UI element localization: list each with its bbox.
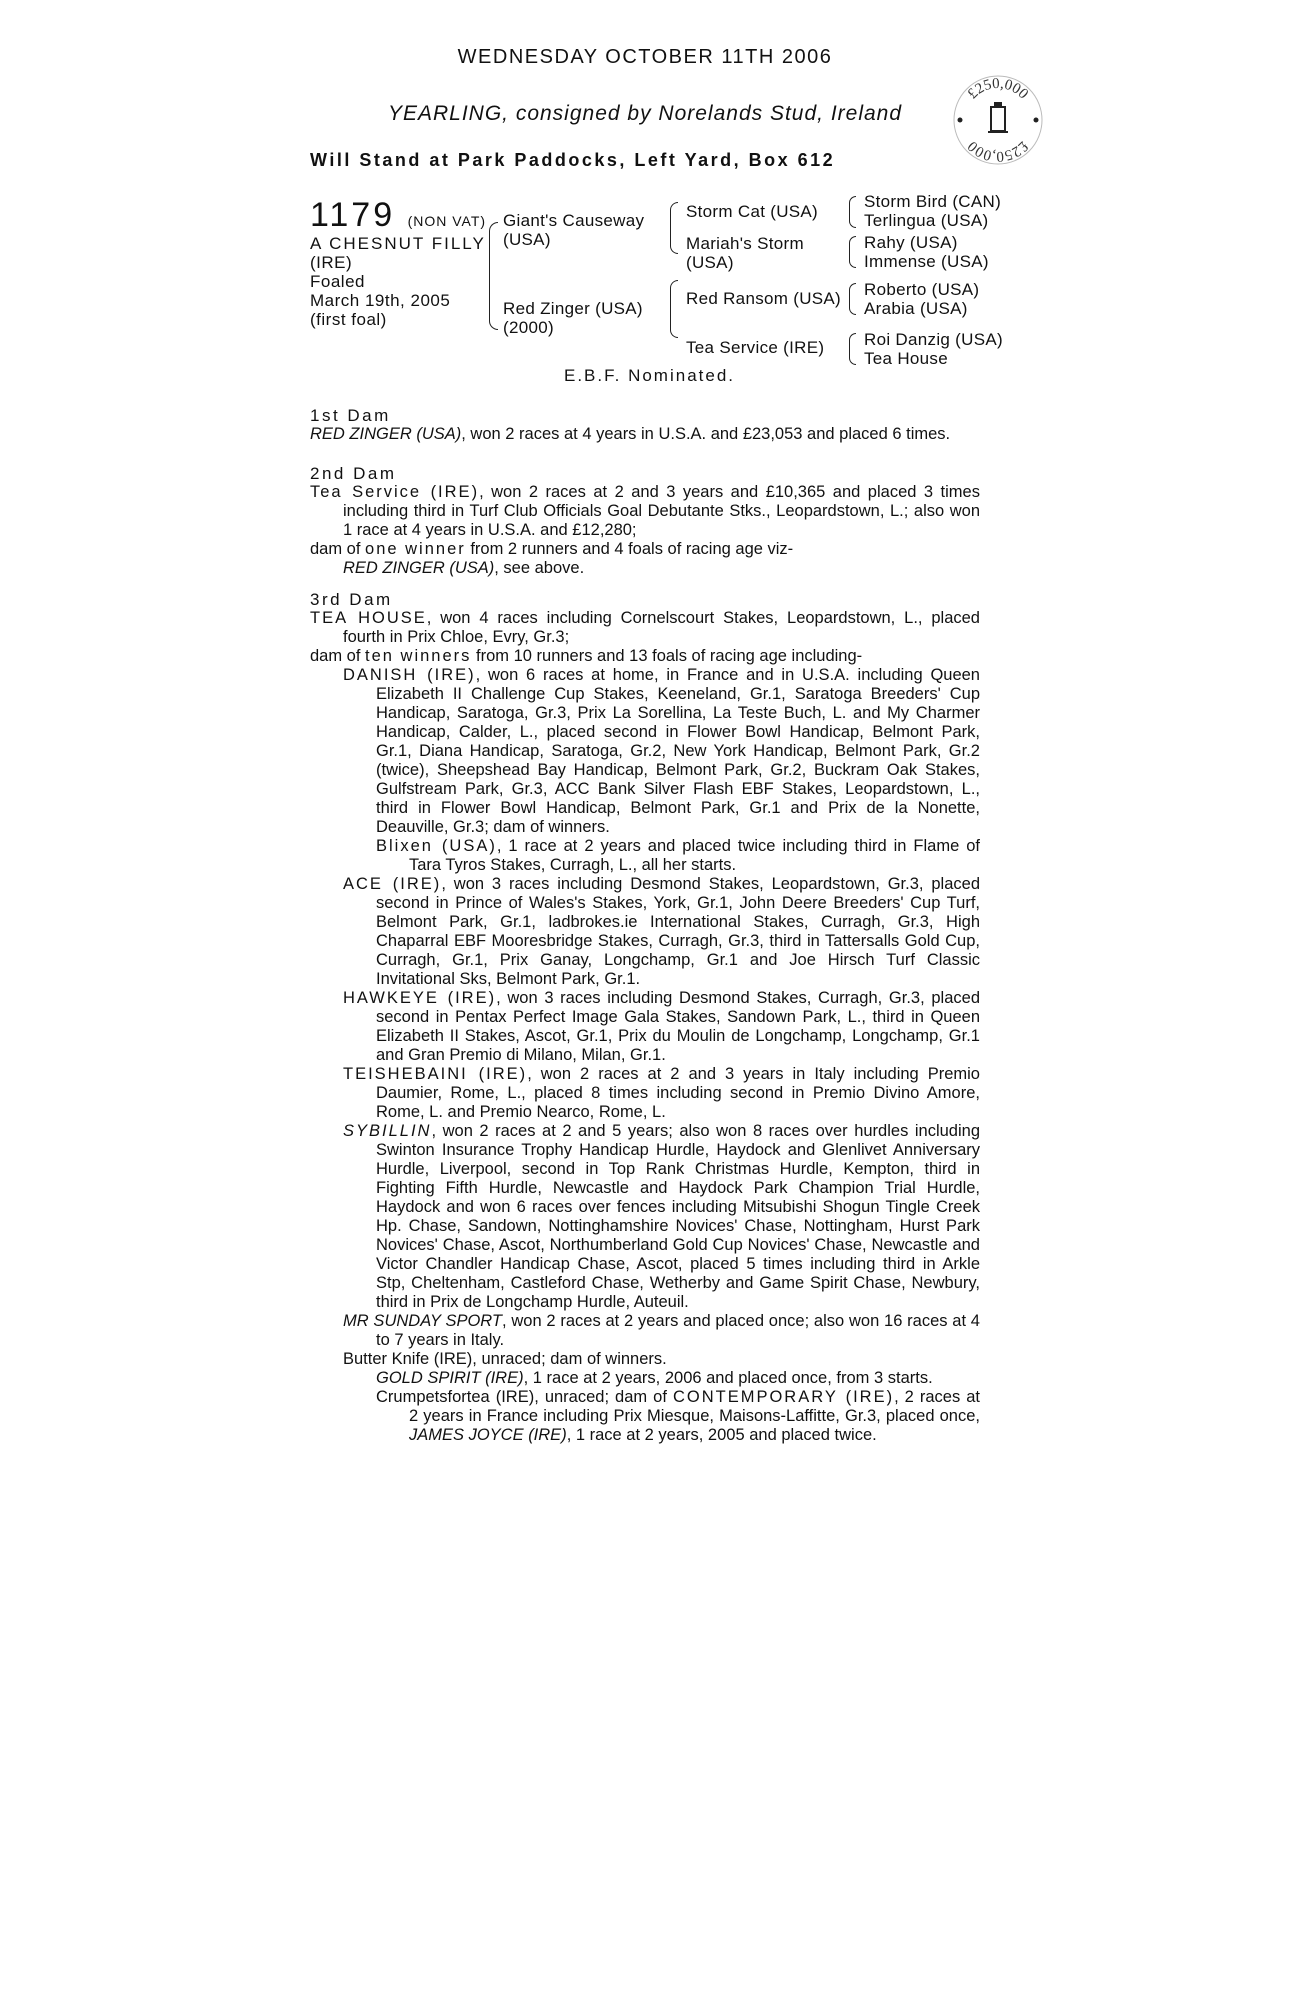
second-dam-record <box>310 483 980 540</box>
progeny-crumpetsfortea <box>310 1388 980 1445</box>
brace-dam <box>670 280 678 338</box>
progeny-gold-spirit <box>310 1369 980 1388</box>
sss-name: Storm Bird (CAN) <box>864 192 1002 211</box>
hawkeye-name: HAWKEYE (IRE) <box>343 989 497 1007</box>
ss-name: Storm Cat (USA) <box>686 202 819 221</box>
lot-number: 1179 <box>310 196 396 234</box>
second-dam-heading: 2nd Dam <box>310 464 397 483</box>
pedigree-sd <box>686 234 804 272</box>
sire-name: Giant's Causeway <box>503 211 645 230</box>
svg-text:£250,000 <box>965 138 1031 164</box>
first-dam-name: RED ZINGER (USA) <box>310 425 462 443</box>
ds-name: Red Ransom (USA) <box>686 289 842 308</box>
progeny-butter-knife: Butter Knife (IRE), unraced; dam of winners. <box>343 1350 667 1368</box>
brace-gen1 <box>489 222 498 330</box>
dds-name: Roi Danzig (USA) <box>864 330 1003 349</box>
sire-country: (USA) <box>503 230 551 249</box>
sds-name: Rahy (USA) <box>864 233 958 252</box>
first-dam-section <box>310 406 980 444</box>
ssd-name: Terlingua (USA) <box>864 211 989 230</box>
second-dam-text: , won 2 races at 2 and 3 years and £10,365 and placed 3 times including third in Turf Club Officials Goal Debutante Stks., Leopardstown, L.; also won 1 race at 4 years in U.S.A. and £12,280; <box>343 483 980 539</box>
dss-name: Roberto (USA) <box>864 280 980 299</box>
second-dam-progeny-name: RED ZINGER (USA) <box>343 559 495 577</box>
third-dam-produce-line <box>310 647 980 666</box>
second-dam-produce-text: from 2 runners and 4 foals of racing age viz- <box>465 540 794 558</box>
pedigree-g3-ds <box>864 280 979 318</box>
first-dam-heading: 1st Dam <box>310 406 391 425</box>
lot-description: A CHESNUT FILLY <box>310 234 486 253</box>
third-dam-name: TEA HOUSE <box>310 609 427 627</box>
progeny-sybillin <box>310 1122 980 1312</box>
brace-sd <box>849 236 856 268</box>
gold-spirit-name: GOLD SPIRIT (IRE) <box>376 1369 524 1387</box>
ebf-nominated: E.B.F. Nominated. <box>564 366 736 385</box>
brace-sire <box>670 202 678 254</box>
brace-ss <box>849 196 856 228</box>
pedigree-g3-sd <box>864 233 989 271</box>
svg-text:£250,000 <box>965 76 1031 102</box>
progeny-hawkeye <box>310 989 980 1065</box>
seal-text-top: £250,000 <box>964 75 1032 103</box>
second-dam-progeny <box>310 559 980 578</box>
second-dam-produce-line <box>310 540 980 559</box>
james-joyce-text: , 1 race at 2 years, 2005 and placed twice. <box>566 1426 877 1444</box>
progeny-blixen <box>310 837 980 875</box>
teishebaini-text: , won 2 races at 2 and 3 years in Italy including Premio Daumier, Rome, L., placed 8 times including second in Premio Divino Amore, Rome, L. and Premio Nearco, Rome, L. <box>376 1065 980 1121</box>
mr-sunday-sport-name: MR SUNDAY SPORT <box>343 1312 502 1330</box>
second-dam-winners: one winner <box>365 540 466 558</box>
danish-text: , won 6 races at home, in France and in U.S.A. including Queen Elizabeth II Challenge Cup Stakes, Keeneland, Gr.1, Saratoga Breeders' Cup Handicap, Saratoga, Gr.3, Prix La Sorellina, La Teste Buch, L. and My Charmer Handicap, Calder, L., placed second in Flower Bowl Handicap, Belmont Park, Gr.1, Diana Handicap, Saratoga, Gr.2, New York Handicap, Belmont Park, Gr.2 (twice), Sheepshead Bay Handicap, Belmont Park, Gr.2, Buckram Oak Stakes, Gulfstream Park, Gr.3, ACC Bank Silver Flash EBF Stakes, Leopardstown, L., third in Flower Bowl Handicap, Belmont Park, Gr.1 and Prix de la Nonette, Deauville, Gr.3; dam of winners. <box>376 666 980 836</box>
second-dam-name: Tea Service (IRE) <box>310 483 480 501</box>
price-seal-icon <box>952 74 1044 166</box>
progeny-danish <box>310 666 980 837</box>
sybillin-text: , won 2 races at 2 and 5 years; also won 8 races over hurdles including Swinton Insurance Trophy Handicap Hurdle, Haydock and Glenlivet Anniversary Hurdle, Liverpool, second in Top Rank Christmas Hurdle, Kempton, third in Fighting Fifth Hurdle, Newcastle and Haydock Park Champion Trial Hurdle, Haydock and won 6 races over fences including Mitsubishi Shogun Tingle Creek Hp. Chase, Sandown, Nottinghamshire Novices' Chase, Nottingham, Hurst Park Novices' Chase, Ascot, Northumberland Gold Cup Novices' Chase, Newcastle and Victor Chandler Handicap Chase, Ascot, placed 5 times including third in Arkle Stp, Cheltenham, Castleford Chase, Wetherby and Game Spirit Chase, Newbury, third in Prix de Longchamp Hurdle, Auteuil. <box>376 1122 980 1311</box>
lot-details <box>310 234 486 329</box>
dam-year: (2000) <box>503 318 554 337</box>
pedigree-dam <box>503 299 643 337</box>
contemporary-name: CONTEMPORARY (IRE) <box>672 1388 895 1406</box>
danish-name: DANISH (IRE) <box>343 666 476 684</box>
ace-name: ACE (IRE) <box>343 875 442 893</box>
third-dam-section <box>310 590 980 1445</box>
sale-date: WEDNESDAY OCTOBER 11TH 2006 <box>457 46 833 68</box>
foaled-label: Foaled <box>310 272 365 291</box>
ace-text: , won 3 races including Desmond Stakes, Leopardstown, Gr.3, placed second in Prince of Wales's Stakes, York, Gr.1, John Deere Breeders' Cup Turf, Belmont Park, Gr.1, ladbrokes.ie International Stakes, Curragh, Gr.3, High Chaparral EBF Mooresbridge Stakes, Curragh, Gr.3, third in Tattersalls Gold Cup, Curragh, Gr.1, Prix Ganay, Longchamp, Gr.1 and Joe Hirsch Turf Classic Invitational Sks, Belmont Park, Gr.1. <box>376 875 980 988</box>
hawkeye-text: , won 3 races including Desmond Stakes, Curragh, Gr.3, placed second in Pentax Perfect Image Gala Stakes, Sandown Park, L., third in Queen Elizabeth II Stakes, Ascot, Gr.1, Prix du Moulin de Longchamp, Longchamp, Gr.1 and Gran Premio di Milano, Milan, Gr.1. <box>376 989 980 1064</box>
pedigree-g3-dd <box>864 330 1003 368</box>
second-dam-progeny-text: , see above. <box>494 559 585 577</box>
foaled-date: March 19th, 2005 <box>310 291 451 310</box>
dd-name: Tea Service (IRE) <box>686 338 825 357</box>
pedigree-sire <box>503 211 644 249</box>
lot-country: (IRE) <box>310 253 353 272</box>
third-dam-winners: ten winners <box>365 647 472 665</box>
dsd-name: Arabia (USA) <box>864 299 968 318</box>
third-dam-text: , won 4 races including Cornelscourt Stakes, Leopardstown, L., placed fourth in Prix Chloe, Evry, Gr.3; <box>343 609 980 646</box>
mr-sunday-sport-text: , won 2 races at 2 years and placed once; also won 16 races at 4 to 7 years in Italy. <box>376 1312 980 1349</box>
brace-dd <box>849 333 856 365</box>
second-dam-damof: dam of <box>310 540 366 558</box>
foal-note: (first foal) <box>310 310 387 329</box>
first-dam-record <box>310 425 980 444</box>
sdd-name: Immense (USA) <box>864 252 989 271</box>
james-joyce-name: JAMES JOYCE (IRE) <box>409 1426 567 1444</box>
consignor-line: YEARLING, consigned by Norelands Stud, Ireland <box>387 102 903 125</box>
crumpetsfortea-text: Crumpetsfortea (IRE), unraced; dam of <box>376 1388 673 1406</box>
teishebaini-name: TEISHEBAINI (IRE) <box>343 1065 528 1083</box>
sd-name: Mariah's Storm <box>686 234 804 253</box>
blixen-text: , 1 race at 2 years and placed twice including third in Flame of Tara Tyros Stakes, Curragh, L., all her starts. <box>409 837 980 874</box>
seal-text-bottom: £250,000 <box>964 137 1032 165</box>
third-dam-record <box>310 609 980 647</box>
progeny-ace <box>310 875 980 989</box>
blixen-name: Blixen (USA) <box>376 837 497 855</box>
vat-status: (NON VAT) <box>407 213 487 229</box>
third-dam-produce-text: from 10 runners and 13 foals of racing age including- <box>471 647 863 665</box>
contemporary-text: , 2 races at 2 years in France including Prix Miesque, Maisons-Laffitte, Gr.3, placed once, <box>409 1388 981 1425</box>
stand-location: Will Stand at Park Paddocks, Left Yard, Box 612 <box>310 150 836 170</box>
sybillin-name: SYBILLIN <box>343 1122 432 1140</box>
third-dam-damof: dam of <box>310 647 366 665</box>
brace-ds <box>849 283 856 315</box>
first-dam-text: , won 2 races at 4 years in U.S.A. and £23,053 and placed 6 times. <box>461 425 951 443</box>
progeny-teishebaini <box>310 1065 980 1122</box>
pedigree-g3-ss <box>864 192 1001 230</box>
gold-spirit-text: , 1 race at 2 years, 2006 and placed once, from 3 starts. <box>523 1369 933 1387</box>
third-dam-heading: 3rd Dam <box>310 590 393 609</box>
second-dam-section <box>310 464 980 578</box>
dam-name: Red Zinger (USA) <box>503 299 643 318</box>
lot-number-line <box>310 196 486 235</box>
sd-country: (USA) <box>686 253 734 272</box>
progeny-mr-sunday-sport <box>310 1312 980 1350</box>
ddd-name: Tea House <box>864 349 948 368</box>
